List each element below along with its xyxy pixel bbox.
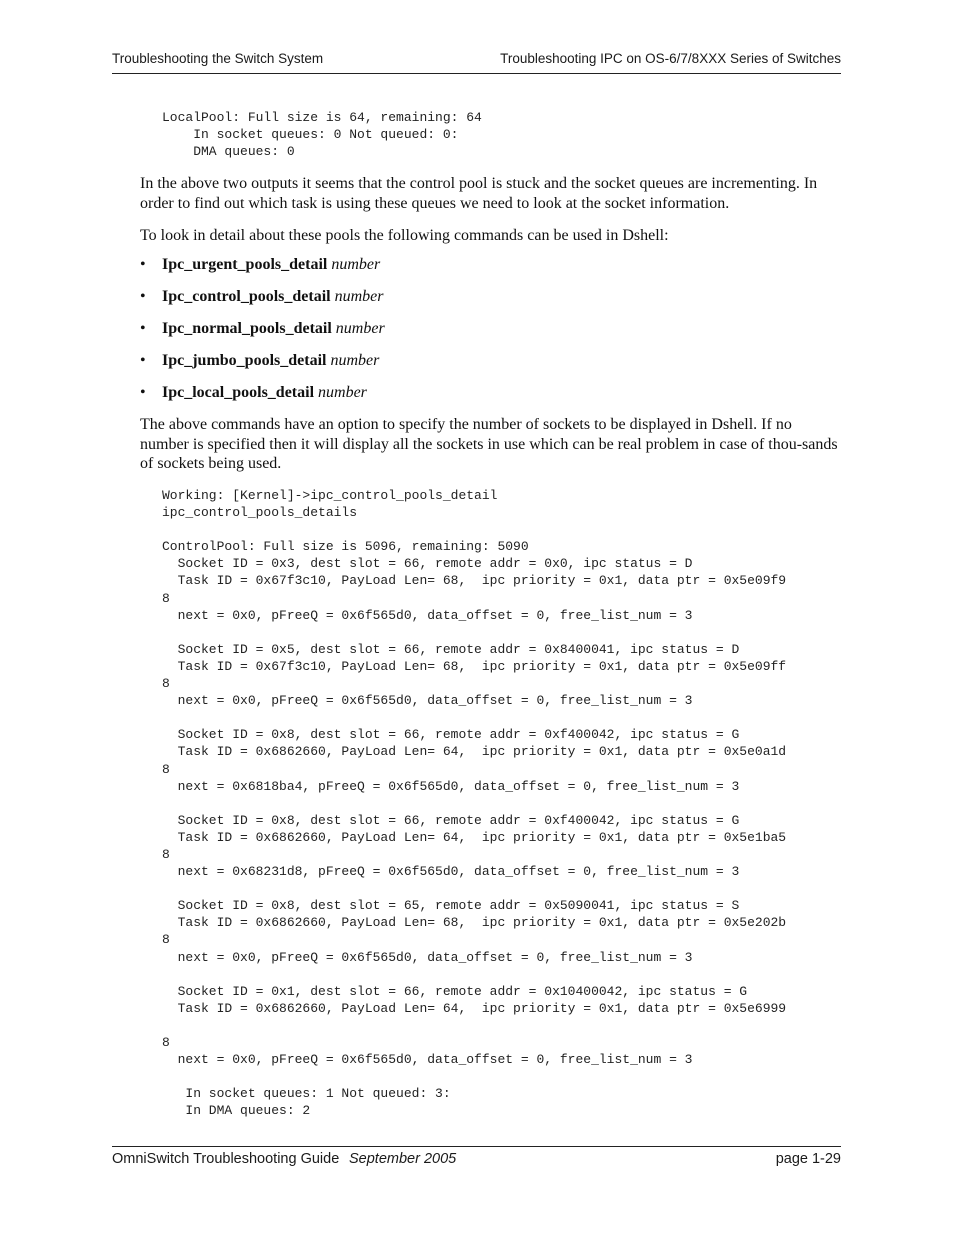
footer-page-number: page 1-29 [775, 1151, 841, 1167]
paragraph-socket-count-option: The above commands have an option to specify the number of sockets to be displayed in Dshell. If no number is specified then it will display all the sockets in use which can be real problem in case of thou-sands of sockets being used. [140, 416, 838, 472]
bullet-icon: • [140, 352, 146, 369]
command-arg: number [331, 256, 381, 273]
bullet-icon: • [140, 256, 146, 273]
command-name: Ipc_local_pools_detail [162, 384, 315, 401]
command-name: Ipc_urgent_pools_detail [162, 256, 328, 273]
paragraph-dshell-commands-intro: To look in detail about these pools the following commands can be used in Dshell: [140, 227, 669, 244]
list-item [140, 351, 385, 383]
list-item [140, 383, 385, 415]
command-arg: number [330, 352, 380, 369]
footer-guide-title: OmniSwitch Troubleshooting Guide [112, 1151, 340, 1167]
bullet-icon: • [140, 288, 146, 305]
page-header [112, 51, 841, 73]
command-name: Ipc_normal_pools_detail [162, 320, 332, 337]
command-name: Ipc_jumbo_pools_detail [162, 352, 327, 369]
code-block-controlpool-detail: Working: [Kernel]->ipc_control_pools_detail ipc_control_pools_details ControlPool: Full size is 5096, remaining: 5090 Socket ID = 0x3, dest slot = 66, remote addr = 0x0, ipc status = D Task ID = 0x67f3c10, PayLoad Len= 68, ipc priority = 0x1, data ptr = 0x5e09f9 8 next = 0x0, pFreeQ = 0x6f565d0, data_offset = 0, free_list_num = 3 Socket ID = 0x5, dest slot = 66, remote addr = 0x8400041, ipc status = D Task ID = 0x67f3c10, PayLoad Len= 68, ipc priority = 0x1, data ptr = 0x5e09ff 8 next = 0x0, pFreeQ = 0x6f565d0, data_offset = 0, free_list_num = 3 Socket ID = 0x8, dest slot = 66, remote addr = 0xf400042, ipc status = G Task ID = 0x6862660, PayLoad Len= 64, ipc priority = 0x1, data ptr = 0x5e0a1d 8 next = 0x6818ba4, pFreeQ = 0x6f565d0, data_offset = 0, free_list_num = 3 Socket ID = 0x8, dest slot = 66, remote addr = 0xf400042, ipc status = G Task ID = 0x6862660, PayLoad Len= 64, ipc priority = 0x1, data ptr = 0x5e1ba5 8 next = 0x68231d8, pFreeQ = 0x6f565d0, data_offset = 0, free_list_num = 3 Socket ID = 0x8, dest slot = 65, remote addr = 0x5090041, ipc status = S Task ID = 0x6862660, PayLoad Len= 68, ipc priority = 0x1, data ptr = 0x5e202b 8 next = 0x0, pFreeQ = 0x6f565d0, data_offset = 0, free_list_num = 3 Socket ID = 0x1, dest slot = 66, remote addr = 0x10400042, ipc status = G Task ID = 0x6862660, PayLoad Len= 64, ipc priority = 0x1, data ptr = 0x5e6999 8 next = 0x0, pFreeQ = 0x6f565d0, data_offset = 0, free_list_num = 3 In socket queues: 1 Not queued: 3: In DMA queues: 2 [162, 488, 787, 1119]
paragraph-control-pool-stuck: In the above two outputs it seems that the control pool is stuck and the socket queues are incrementing. In order to find out which task is using these queues we need to look at the socket information. [140, 175, 818, 212]
command-name: Ipc_control_pools_detail [162, 288, 331, 305]
header-rule [112, 73, 841, 74]
footer-rule [112, 1146, 841, 1147]
bullet-icon: • [140, 384, 146, 401]
command-arg: number [318, 384, 367, 401]
command-arg: number [334, 288, 384, 305]
command-list [140, 255, 385, 415]
list-item [140, 287, 385, 319]
page-footer [112, 1151, 841, 1173]
command-arg: number [335, 320, 385, 337]
list-item [140, 255, 385, 287]
header-chapter-title: Troubleshooting IPC on OS-6/7/8XXX Series of Switches [500, 51, 841, 66]
bullet-icon: • [140, 320, 146, 337]
list-item [140, 319, 385, 351]
code-block-localpool: LocalPool: Full size is 64, remaining: 64 In socket queues: 0 Not queued: 0: DMA queues: 0 [162, 110, 482, 160]
footer-date: September 2005 [349, 1151, 457, 1167]
header-section-title: Troubleshooting the Switch System [112, 51, 324, 66]
